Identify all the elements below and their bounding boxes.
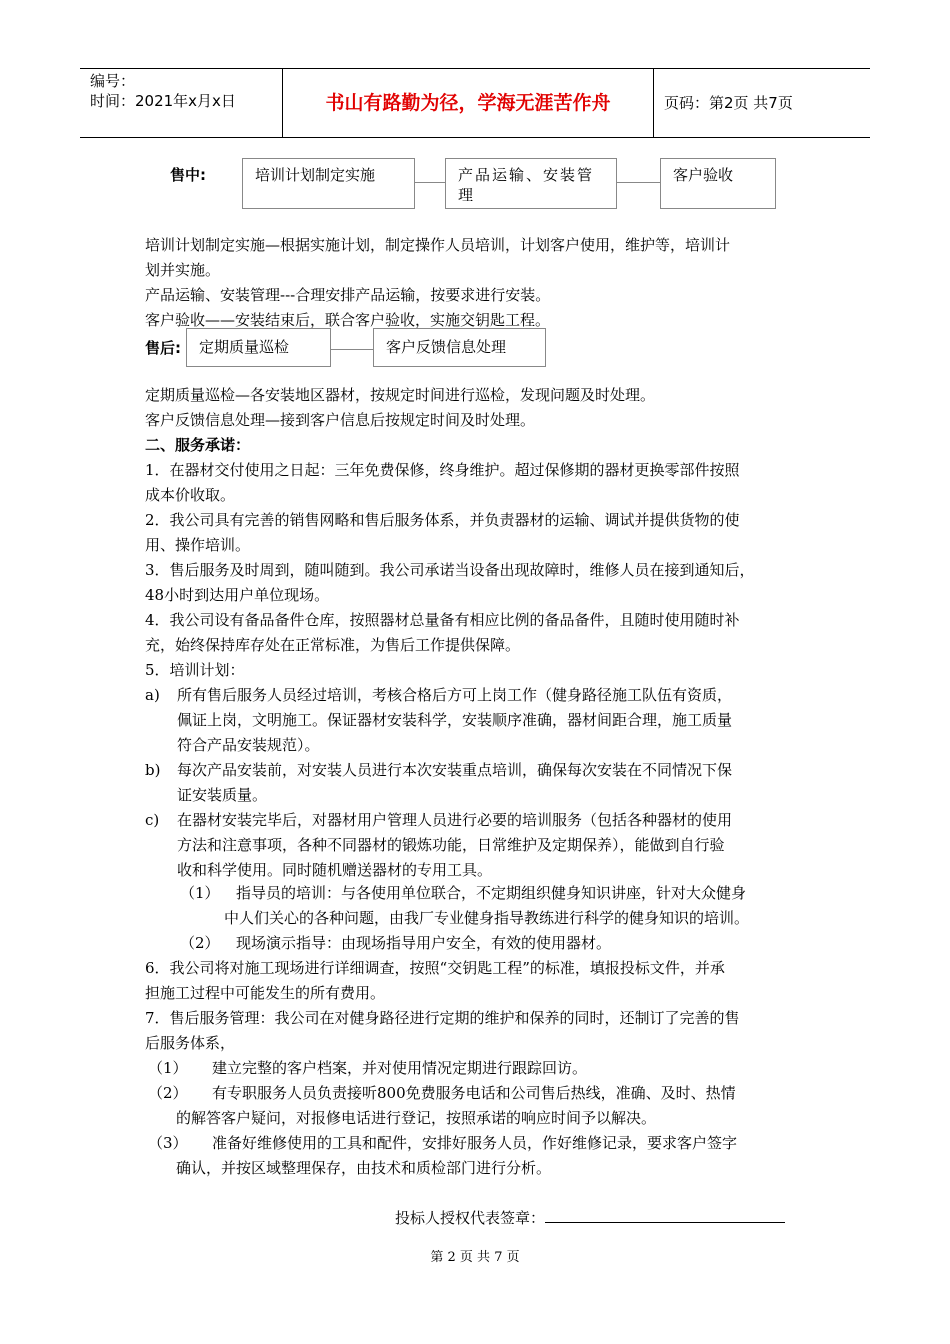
text-line: 3．售后服务及时周到，随叫随到。我公司承诺当设备出现故障时，维修人员在接到通知后， <box>145 561 755 579</box>
text-line: 产品运输、安装管理---合理安排产品运输，按要求进行安装。 <box>145 286 551 304</box>
flow-box-transport: 产品运输、安装管理 <box>445 158 617 209</box>
text-line: 1．在器材交付使用之日起：三年免费保修，终身维护。超过保修期的器材更换零部件按照 <box>145 461 740 479</box>
commitment-2 <box>145 508 825 558</box>
text-line: 后服务体系， <box>145 1034 236 1052</box>
mgmt-item-1 <box>212 1056 832 1081</box>
sub-training-2 <box>236 931 826 956</box>
signature-field[interactable] <box>545 1206 785 1223</box>
text-line: 指导员的培训：与各使用单位联合，不定期组织健身知识讲座，针对大众健身 <box>236 884 747 902</box>
after-sale-description <box>145 383 825 683</box>
text-line: 充，始终保持库存处在正常标准，为售后工作提供保障。 <box>145 636 521 654</box>
header-meta <box>80 69 282 137</box>
text-line: 证安装质量。 <box>177 786 268 804</box>
training-item-b <box>177 758 827 808</box>
commitment-5: 5．培训计划： <box>145 661 245 679</box>
text-line: 准备好维修使用的工具和配件，安排好服务人员，作好维修记录，要求客户签字 <box>212 1134 738 1152</box>
list-marker: （1） <box>180 884 220 902</box>
flow-connector <box>617 182 660 183</box>
flow-box-feedback: 客户反馈信息处理 <box>373 328 546 367</box>
text-line: 有专职服务人员负责接听800免费服务电话和公司售后热线，准确、及时、热情 <box>212 1084 736 1102</box>
flow-box-inspection: 定期质量巡检 <box>186 328 331 367</box>
sub-training-1 <box>224 881 826 931</box>
list-marker: c) <box>145 811 160 829</box>
text-line: 4．我公司设有备品备件仓库，按照器材总量备有相应比例的备品备件，且随时使用随时补 <box>145 611 740 629</box>
text-line: 中人们关心的各种问题，由我厂专业健身指导教练进行科学的健身知识的培训。 <box>224 909 750 927</box>
header-motto: 书山有路勤为径，学海无涯苦作舟 <box>282 69 654 137</box>
commitment-1 <box>145 458 825 508</box>
text-line: 在器材安装完毕后，对器材用户管理人员进行必要的培训服务（包括各种器材的使用 <box>177 811 733 829</box>
page-footer: 第 2 页 共 7 页 <box>430 1250 520 1265</box>
mid-sale-label: 售中: <box>170 166 206 184</box>
text-line: 7．售后服务管理：我公司在对健身路径进行定期的维护和保养的同时，还制订了完善的售 <box>145 1009 740 1027</box>
text-line: 方法和注意事项，各种不同器材的锻炼功能，日常维护及定期保养），能做到自行验 <box>177 836 725 854</box>
text-line: 2．我公司具有完善的销售网略和售后服务体系，并负责器材的运输、调试并提供货物的使 <box>145 511 740 529</box>
mid-sale-description <box>145 233 825 333</box>
list-marker: a) <box>145 686 160 704</box>
text-line: 担施工过程中可能发生的所有费用。 <box>145 984 386 1002</box>
text-line: 收和科学使用。同时随机赠送器材的专用工具。 <box>177 861 493 879</box>
signature-block <box>395 1206 785 1231</box>
text-line: 用、操作培训。 <box>145 536 251 554</box>
list-marker: （2） <box>180 934 220 952</box>
header-page-number: 页码：第2页 共7页 <box>664 94 793 112</box>
text-line: 成本价收取。 <box>145 486 236 504</box>
text-line: 确认，并按区域整理保存，由技术和质检部门进行分析。 <box>176 1159 552 1177</box>
list-marker: b) <box>145 761 161 779</box>
text-line: 划并实施。 <box>145 261 221 279</box>
flow-connector <box>415 182 445 183</box>
after-sale-label: 售后: <box>145 339 181 357</box>
commitment-3 <box>145 558 825 608</box>
mgmt-item-2 <box>176 1081 832 1131</box>
text-line: 所有售后服务人员经过培训，考核合格后方可上岗工作（健身路径施工队伍有资质， <box>177 686 733 704</box>
text-line: 客户验收——安装结束后，联合客户验收，实施交钥匙工程。 <box>145 311 551 329</box>
text-line: 每次产品安装前，对安装人员进行本次安装重点培训，确保每次安装在不同情况下保 <box>177 761 733 779</box>
document-date: 时间：2021年x月x日 <box>90 92 236 110</box>
signature-label: 投标人授权代表签章： <box>395 1209 546 1227</box>
text-line: 6．我公司将对施工现场进行详细调查，按照“交钥匙工程”的标准，填报投标文件，并承 <box>145 959 725 977</box>
commitment-4 <box>145 608 825 658</box>
training-item-c <box>177 808 827 883</box>
list-marker: （1） <box>148 1059 188 1077</box>
page-header <box>80 68 870 138</box>
list-marker: （3） <box>148 1134 188 1152</box>
document-id-label: 编号： <box>90 72 136 90</box>
mgmt-item-3 <box>176 1131 832 1181</box>
text-line: 建立完整的客户档案，并对使用情况定期进行跟踪回访。 <box>212 1059 588 1077</box>
text-line: 定期质量巡检—各安装地区器材，按规定时间进行巡检，发现问题及时处理。 <box>145 386 656 404</box>
text-line: 客户反馈信息处理—接到客户信息后按规定时间及时处理。 <box>145 411 536 429</box>
commitments-6-7 <box>145 956 825 1056</box>
flow-box-training: 培训计划制定实施 <box>242 158 415 209</box>
text-line: 48小时到达用户单位现场。 <box>145 586 330 604</box>
text-line: 佩证上岗，文明施工。保证器材安装科学，安装顺序准确，器材间距合理，施工质量 <box>177 711 733 729</box>
text-line: 符合产品安装规范）。 <box>177 736 320 754</box>
text-line: 的解答客户疑问，对报修电话进行登记，按照承诺的响应时间予以解决。 <box>176 1109 657 1127</box>
flow-connector <box>331 349 373 350</box>
flow-box-acceptance: 客户验收 <box>660 158 776 209</box>
text-line: 培训计划制定实施—根据实施计划，制定操作人员培训，计划客户使用，维护等，培训计 <box>145 236 731 254</box>
list-marker: （2） <box>148 1084 188 1102</box>
training-item-a <box>177 683 827 758</box>
text-line: 现场演示指导：由现场指导用户安全，有效的使用器材。 <box>236 934 612 952</box>
section-title: 二、服务承诺： <box>145 436 251 454</box>
